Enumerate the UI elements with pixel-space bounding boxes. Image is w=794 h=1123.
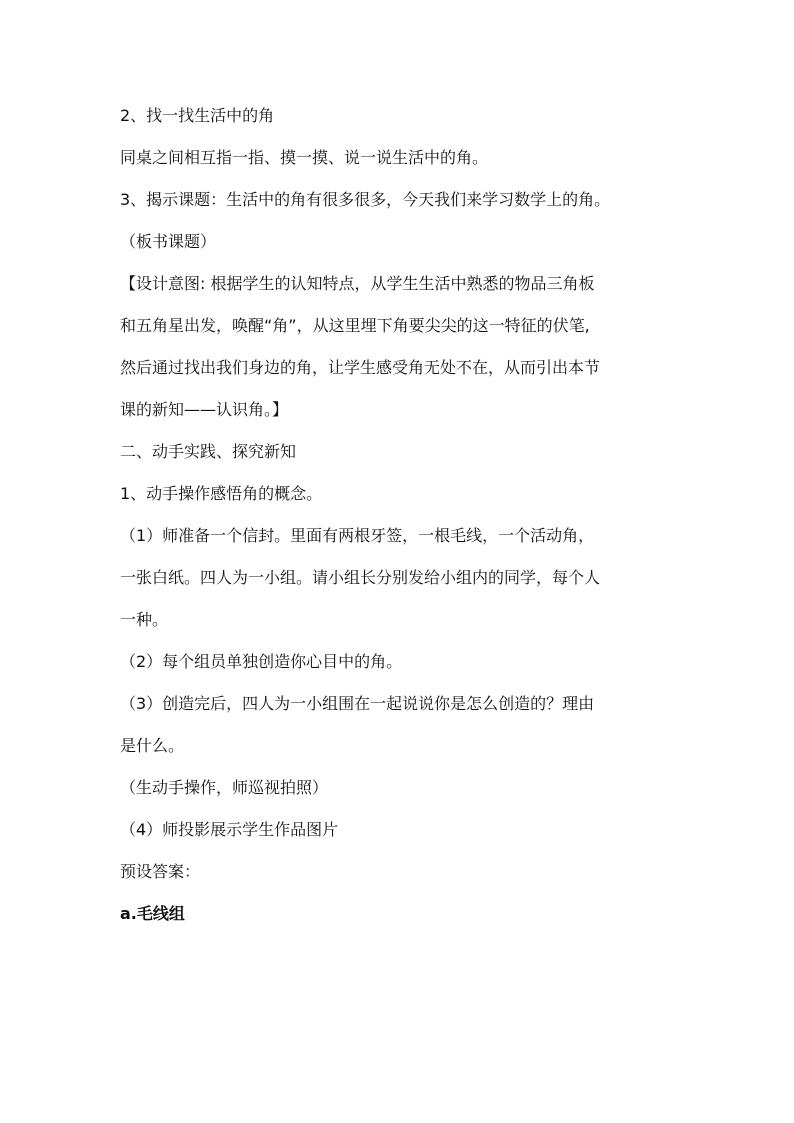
section-heading-find-angles: 2、找一找生活中的角 (120, 106, 275, 125)
paragraph-line: 同桌之间相互指一指、摸一摸、说一说生活中的角。 (120, 148, 489, 167)
answer-item: a.毛线组 (120, 904, 185, 923)
paragraph-line: （1）师准备一个信封。里面有两根牙签，一根毛线，一个活动角， (120, 526, 595, 545)
paragraph-line: 是什么。 (120, 736, 185, 755)
paragraph-line: （4）师投影展示学生作品图片 (120, 820, 339, 839)
subsection-heading: 1、动手操作感悟角的概念。 (120, 484, 323, 503)
paragraph-line: 预设答案： (120, 862, 201, 881)
paragraph-line: （2）每个组员单独创造你心目中的角。 (120, 652, 403, 671)
design-intent-line: 课的新知——认识角。】 (120, 400, 289, 419)
paragraph-line: （生动手操作，师巡视拍照） (120, 778, 329, 797)
design-intent-line: 【设计意图: 根据学生的认知特点，从学生生活中熟悉的物品三角板 (120, 274, 595, 293)
section-heading-hands-on: 二、动手实践、探究新知 (120, 442, 297, 461)
paragraph-line: （板书课题） (120, 232, 217, 251)
paragraph-line: 一种。 (120, 610, 169, 629)
section-heading-reveal-topic: 3、揭示课题：生活中的角有很多很多，今天我们来学习数学上的角。 (120, 190, 611, 209)
paragraph-line: （3）创造完后，四人为一小组围在一起说说你是怎么创造的？理由 (120, 694, 595, 713)
design-intent-line: 然后通过找出我们身边的角，让学生感受角无处不在，从而引出本节 (120, 358, 601, 377)
design-intent-line: 和五角星出发，唤醒“角”，从这里埋下角要尖尖的这一特征的伏笔, (120, 316, 590, 335)
paragraph-line: 一张白纸。四人为一小组。请小组长分别发给小组内的同学，每个人 (120, 568, 601, 587)
